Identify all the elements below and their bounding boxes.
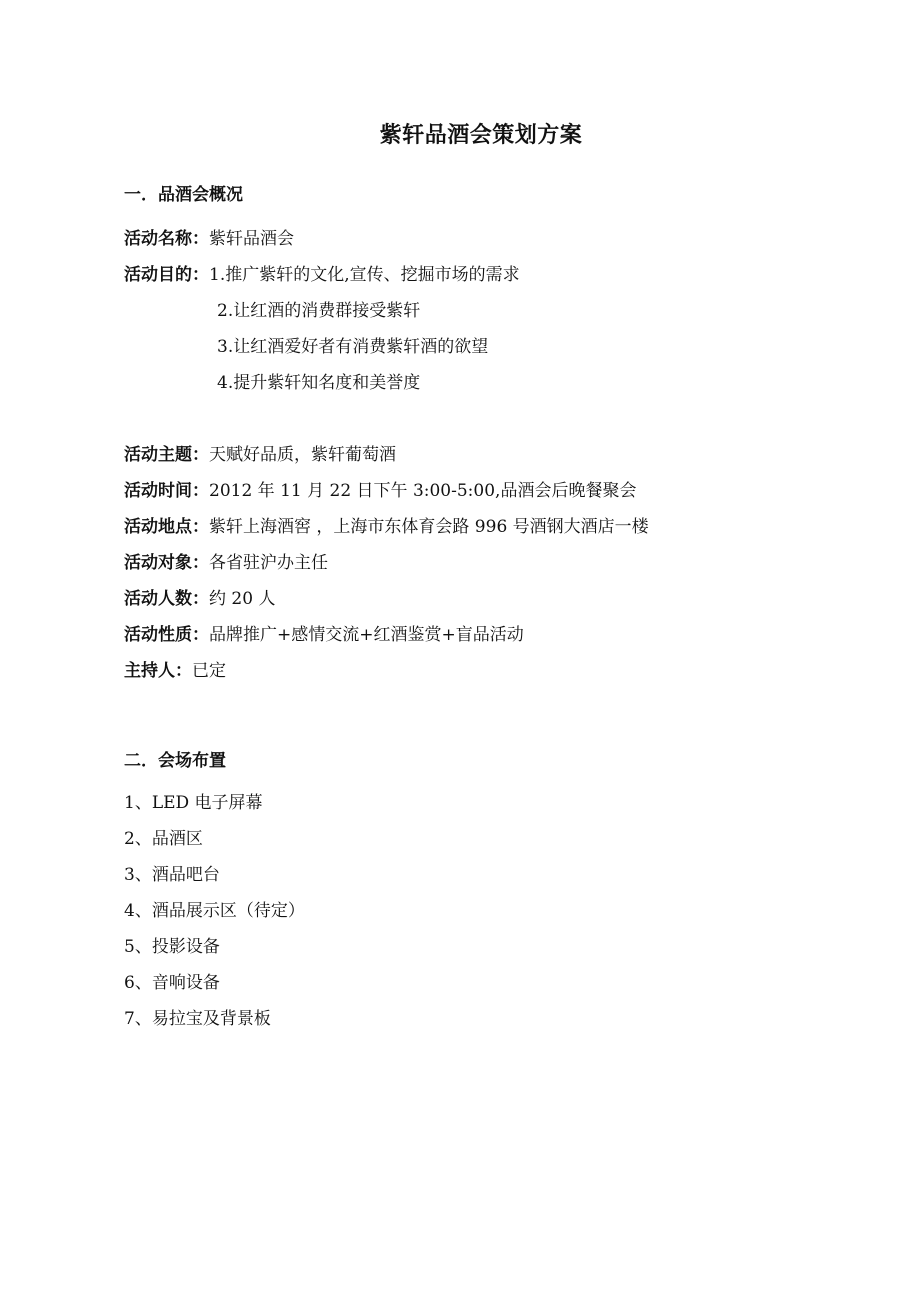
activity-nature-value: 品牌推广+感情交流+红酒鉴赏+盲品活动 (209, 625, 524, 645)
list-item: 5、投影设备 (124, 937, 220, 957)
activity-host-label: 主持人： (124, 661, 192, 681)
activity-nature-row (124, 624, 524, 646)
activity-name-label: 活动名称： (124, 229, 209, 249)
activity-audience-label: 活动对象： (124, 553, 209, 573)
activity-time-value: 2012 年 11 月 22 日下午 3:00-5:00,品酒会后晚餐聚会 (209, 481, 637, 501)
activity-location-row (124, 516, 649, 538)
activity-count-label: 活动人数： (124, 589, 209, 609)
activity-location-label: 活动地点： (124, 517, 209, 537)
list-item: 6、音响设备 (124, 973, 220, 993)
activity-time-row (124, 480, 636, 502)
activity-purpose-label: 活动目的： (124, 265, 209, 285)
activity-name-value: 紫轩品酒会 (209, 229, 294, 249)
activity-nature-label: 活动性质： (124, 625, 209, 645)
activity-purpose-goal-1: 1.推广紫轩的文化,宣传、挖掘市场的需求 (209, 265, 520, 285)
activity-name-row (124, 228, 294, 250)
list-item: 4、酒品展示区（待定） (124, 901, 305, 921)
activity-purpose-goal-4: 4.提升紫轩知名度和美誉度 (217, 373, 421, 393)
activity-purpose-goal-3: 3.让红酒爱好者有消费紫轩酒的欲望 (217, 337, 489, 357)
activity-theme-label: 活动主题： (124, 445, 209, 465)
activity-host-value: 已定 (192, 661, 226, 681)
list-item: 3、酒品吧台 (124, 865, 220, 885)
activity-count-value: 约 20 人 (209, 589, 276, 609)
list-item: 2、品酒区 (124, 829, 203, 849)
document-title: 紫轩品酒会策划方案 (379, 123, 583, 148)
activity-theme-row (124, 444, 396, 466)
section-heading-overview: 一．品酒会概况 (124, 185, 243, 205)
activity-purpose-goal-2: 2.让红酒的消费群接受紫轩 (217, 301, 421, 321)
activity-location-value: 紫轩上海酒窖 ，上海市东体育会路 996 号酒钢大酒店一楼 (209, 517, 649, 537)
activity-purpose-row (124, 264, 520, 286)
activity-audience-row (124, 552, 328, 574)
activity-audience-value: 各省驻沪办主任 (209, 553, 328, 573)
activity-theme-value: 天赋好品质，紫轩葡萄酒 (209, 445, 396, 465)
list-item: 1、LED 电子屏幕 (124, 793, 263, 813)
activity-time-label: 活动时间： (124, 481, 209, 501)
section-heading-venue: 二．会场布置 (124, 751, 226, 771)
activity-count-row (124, 588, 275, 610)
list-item: 7、易拉宝及背景板 (124, 1009, 271, 1029)
activity-host-row (124, 660, 226, 682)
